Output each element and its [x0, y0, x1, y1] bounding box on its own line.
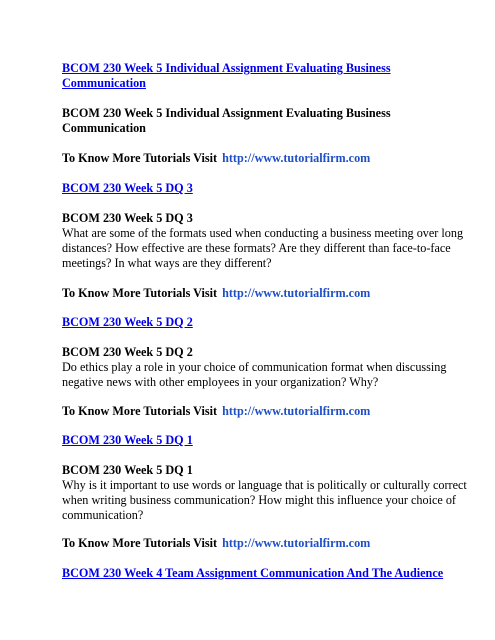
- section-4-body: Why is it important to use words or language that is politically or culturally correct when writing business communication? How might this influence your choice of communication?: [62, 478, 467, 522]
- section-5-link[interactable]: BCOM 230 Week 4 Team Assignment Communication And The Audience: [62, 566, 444, 580]
- section-3-link[interactable]: BCOM 230 Week 5 DQ 2: [62, 315, 193, 329]
- section-3-promo: [62, 404, 472, 419]
- section-3-promo-label: To Know More Tutorials Visit: [62, 404, 218, 418]
- section-4-promo: [62, 536, 472, 551]
- section-1-promo-label: To Know More Tutorials Visit: [62, 151, 218, 165]
- section-2-link[interactable]: BCOM 230 Week 5 DQ 3: [62, 181, 193, 195]
- section-2-promo-url[interactable]: http://www.tutorialfirm.com: [222, 286, 371, 300]
- section-4-link[interactable]: BCOM 230 Week 5 DQ 1: [62, 433, 193, 447]
- section-4-link-paragraph: [62, 433, 472, 448]
- section-1-link-paragraph: [62, 61, 472, 91]
- section-1-promo: [62, 151, 472, 166]
- section-2-body: What are some of the formats used when conducting a business meeting over long distances? How effective are these formats? Are they different than face-to-face meetings? In what ways are they different?: [62, 226, 464, 270]
- section-1-title: BCOM 230 Week 5 Individual Assignment Evaluating Business Communication: [62, 106, 391, 135]
- section-2-promo-label: To Know More Tutorials Visit: [62, 286, 218, 300]
- section-4-title: BCOM 230 Week 5 DQ 1: [62, 463, 193, 477]
- section-2-title: BCOM 230 Week 5 DQ 3: [62, 211, 193, 225]
- section-3-link-paragraph: [62, 315, 472, 330]
- section-4-promo-url[interactable]: http://www.tutorialfirm.com: [222, 536, 371, 550]
- section-1-promo-url[interactable]: http://www.tutorialfirm.com: [222, 151, 371, 165]
- section-5-link-paragraph: [62, 566, 472, 581]
- section-3-body: Do ethics play a role in your choice of communication format when discussing negative news with other employees in your organization? Why?: [62, 360, 447, 389]
- section-4-promo-label: To Know More Tutorials Visit: [62, 536, 218, 550]
- section-2-link-paragraph: [62, 181, 472, 196]
- section-3-promo-url[interactable]: http://www.tutorialfirm.com: [222, 404, 371, 418]
- section-2-promo: [62, 286, 472, 301]
- section-1-link[interactable]: BCOM 230 Week 5 Individual Assignment Evaluating Business Communication: [62, 61, 391, 90]
- section-3-title: BCOM 230 Week 5 DQ 2: [62, 345, 193, 359]
